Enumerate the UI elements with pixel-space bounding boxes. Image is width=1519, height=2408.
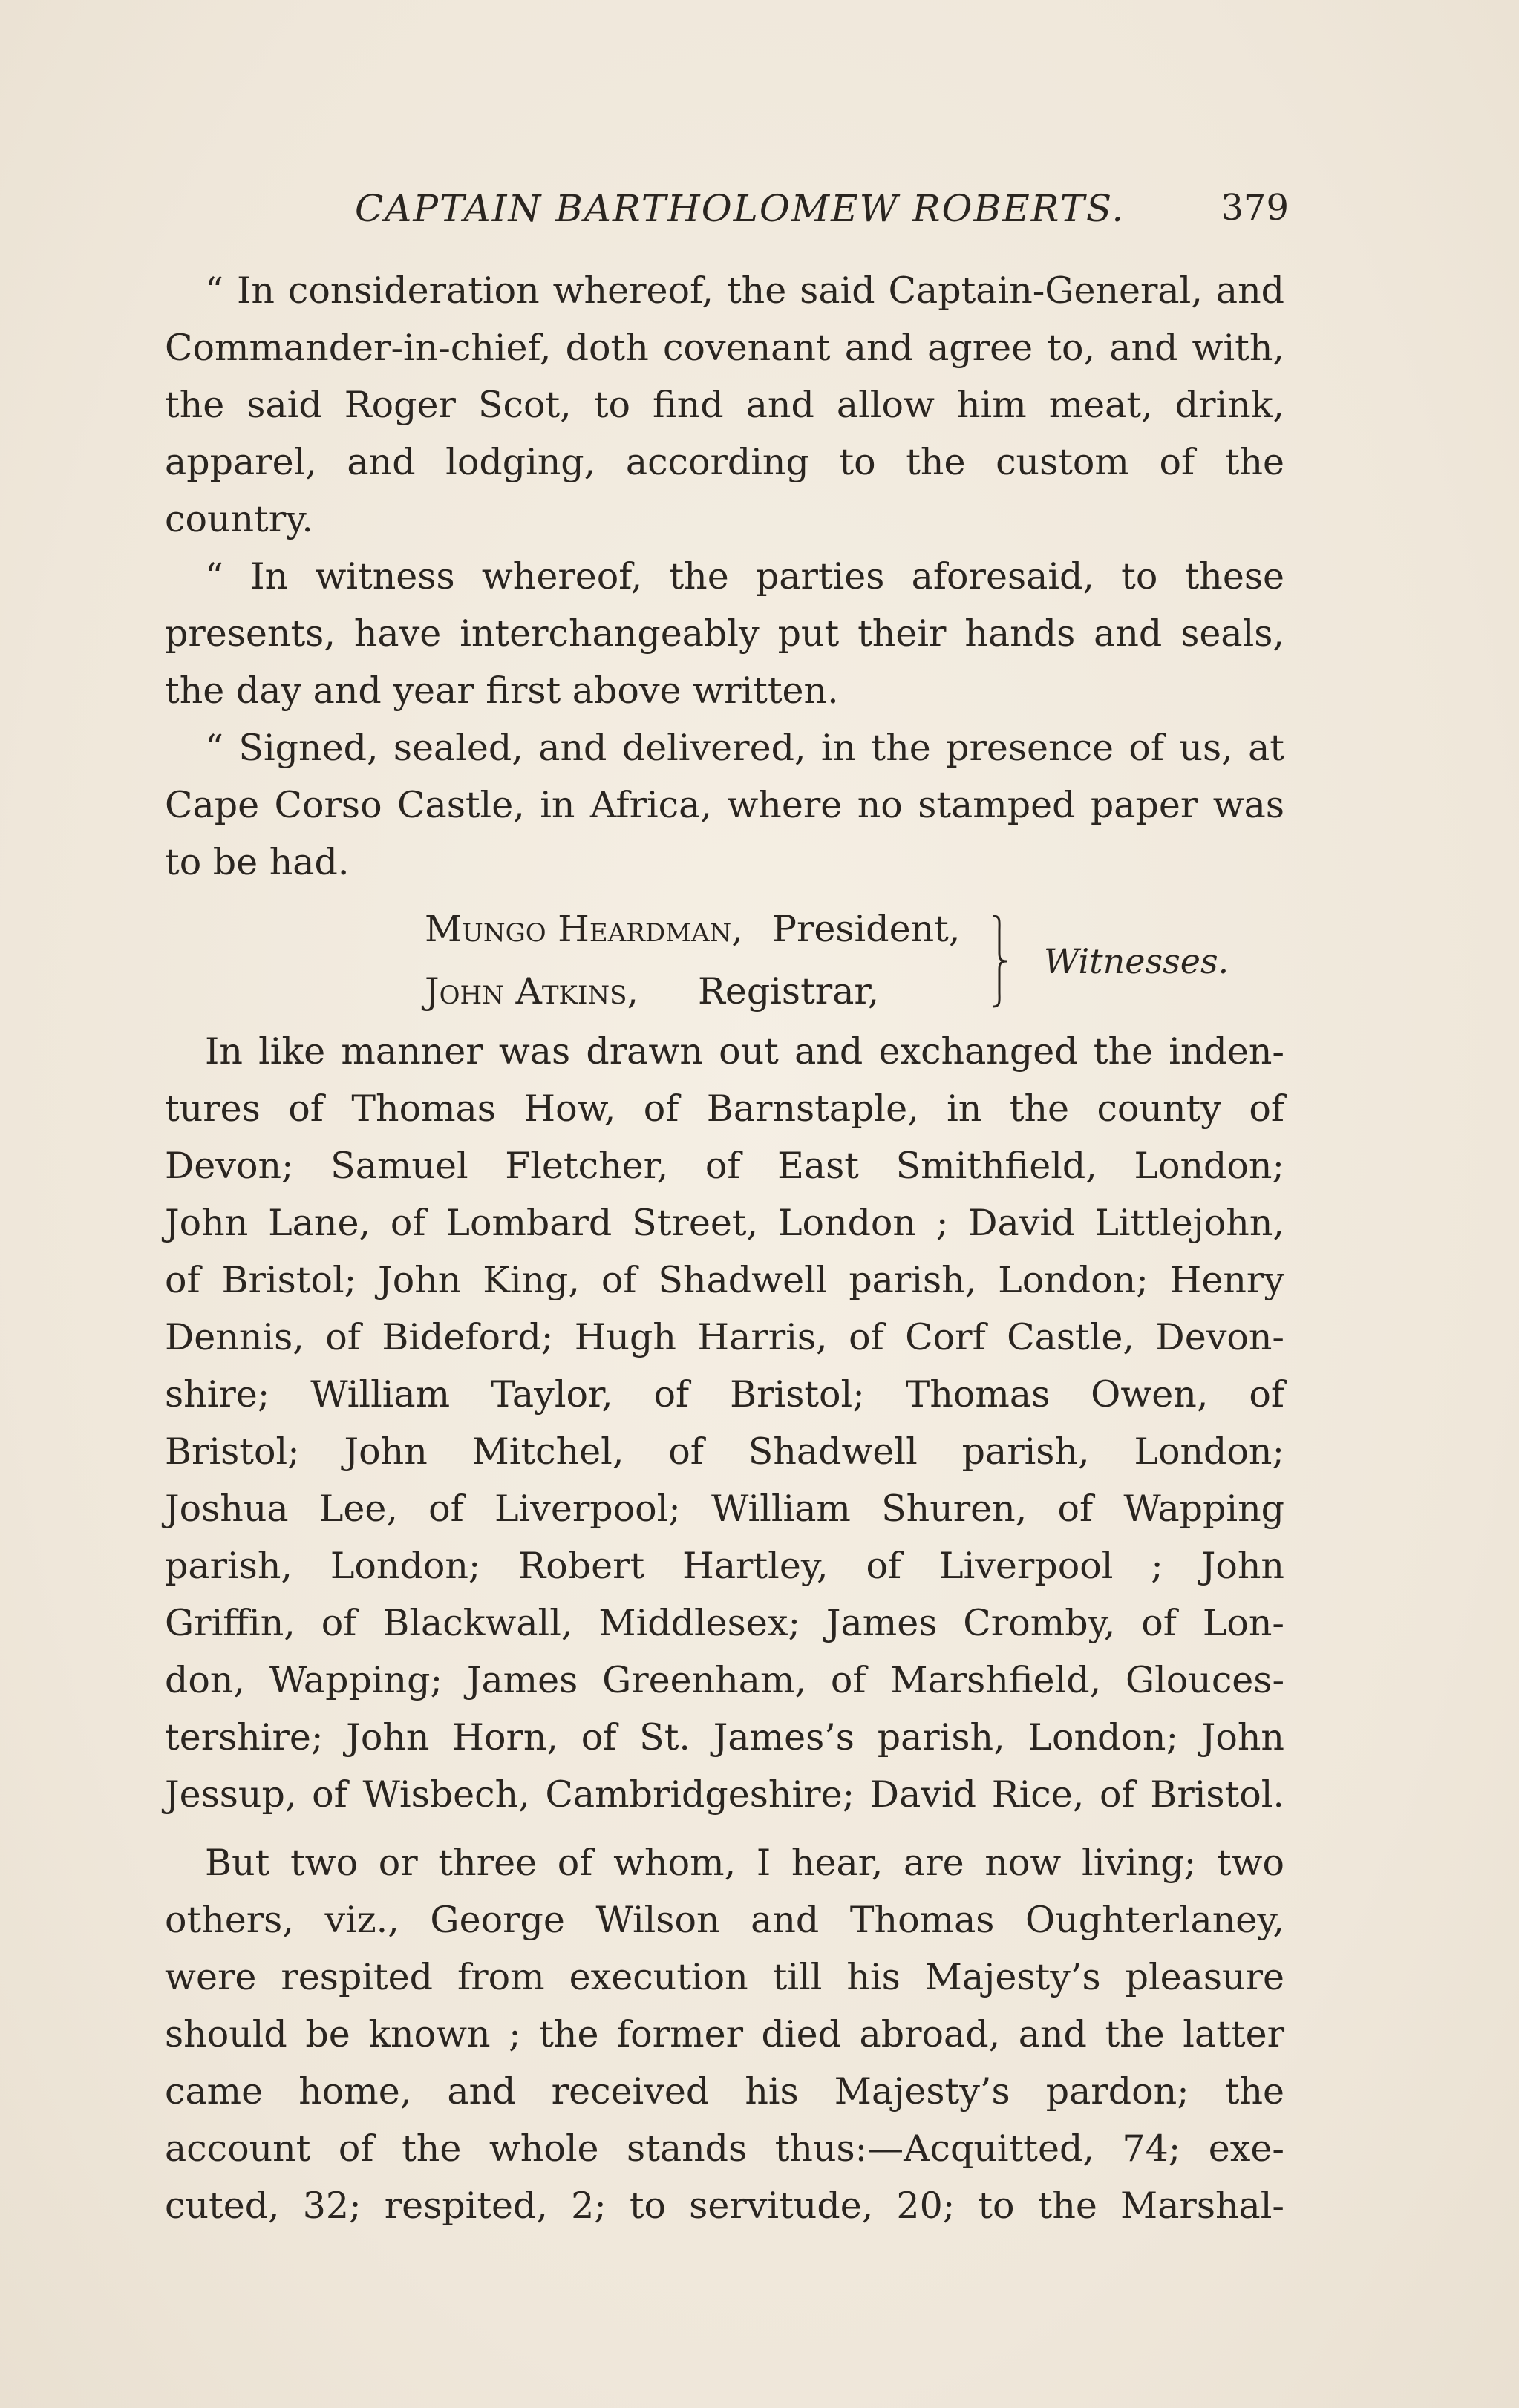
page-number: 379 <box>1221 187 1289 229</box>
text-line: Joshua Lee, of Liverpool; William Shuren, of Wapping <box>165 1488 1284 1530</box>
running-title: CAPTAIN BARTHOLOMEW ROBERTS. <box>355 187 1126 230</box>
text-line: of Bristol; John King, of Shadwell parish, London; Henry <box>165 1259 1284 1301</box>
witnesses-label: Witnesses. <box>1044 941 1229 981</box>
text-line: were respited from execution till his Majesty’s pleasure <box>165 1956 1284 1998</box>
text-line: others, viz., George Wilson and Thomas Oughterlaney, <box>165 1899 1284 1941</box>
text-line: shire; William Taylor, of Bristol; Thomas Owen, of <box>165 1373 1284 1416</box>
president-name: Mungo Heardman, <box>425 908 743 950</box>
registrar-title: Registrar, <box>698 970 880 1012</box>
text-line: “ In witness whereof, the parties aforesaid, to these <box>205 555 1284 598</box>
text-line: the day and year first above written. <box>165 670 839 712</box>
text-line: But two or three of whom, I hear, are now living; two <box>205 1842 1284 1884</box>
text-line: Commander-in-chief, doth covenant and agree to, and with, <box>165 327 1284 369</box>
text-line: Griffin, of Blackwall, Middlesex; James Cromby, of Lon- <box>165 1602 1284 1644</box>
text-line: account of the whole stands thus:—Acquitted, 74; exe- <box>165 2127 1284 2170</box>
text-line: Cape Corso Castle, in Africa, where no stamped paper was <box>165 784 1284 826</box>
text-line: Dennis, of Bideford; Hugh Harris, of Corf Castle, Devon- <box>165 1316 1284 1358</box>
text-line: should be known ; the former died abroad, and the latter <box>165 2013 1284 2055</box>
text-line: John Lane, of Lombard Street, London ; David Littlejohn, <box>165 1202 1284 1244</box>
text-line: don, Wapping; James Greenham, of Marshfield, Glouces- <box>165 1659 1284 1701</box>
curly-brace-icon <box>990 915 1008 1008</box>
text-line: In like manner was drawn out and exchanged the inden- <box>205 1030 1284 1073</box>
text-line: “ In consideration whereof, the said Captain-General, and <box>205 269 1284 312</box>
text-line: apparel, and lodging, according to the custom of the <box>165 441 1284 483</box>
text-line: “ Signed, sealed, and delivered, in the presence of us, at <box>205 727 1284 769</box>
text-line: cuted, 32; respited, 2; to servitude, 20; to the Marshal- <box>165 2185 1284 2227</box>
text-line: Jessup, of Wisbech, Cambridgeshire; David Rice, of Bristol. <box>165 1773 1284 1816</box>
text-line: country. <box>165 498 313 540</box>
text-line: to be had. <box>165 841 350 883</box>
text-line: the said Roger Scot, to find and allow him meat, drink, <box>165 384 1284 426</box>
text-line: tures of Thomas How, of Barnstaple, in the county of <box>165 1087 1284 1130</box>
registrar-name: John Atkins, <box>425 970 639 1012</box>
president-title: President, <box>772 908 961 950</box>
text-line: tershire; John Horn, of St. James’s parish, London; John <box>165 1716 1284 1758</box>
text-line: came home, and received his Majesty’s pardon; the <box>165 2070 1284 2113</box>
text-line: Devon; Samuel Fletcher, of East Smithfield, London; <box>165 1145 1284 1187</box>
text-line: Bristol; John Mitchel, of Shadwell parish, London; <box>165 1430 1284 1473</box>
text-line: presents, have interchangeably put their hands and seals, <box>165 612 1284 655</box>
running-head <box>355 187 1289 239</box>
text-line: parish, London; Robert Hartley, of Liverpool ; John <box>165 1545 1284 1587</box>
